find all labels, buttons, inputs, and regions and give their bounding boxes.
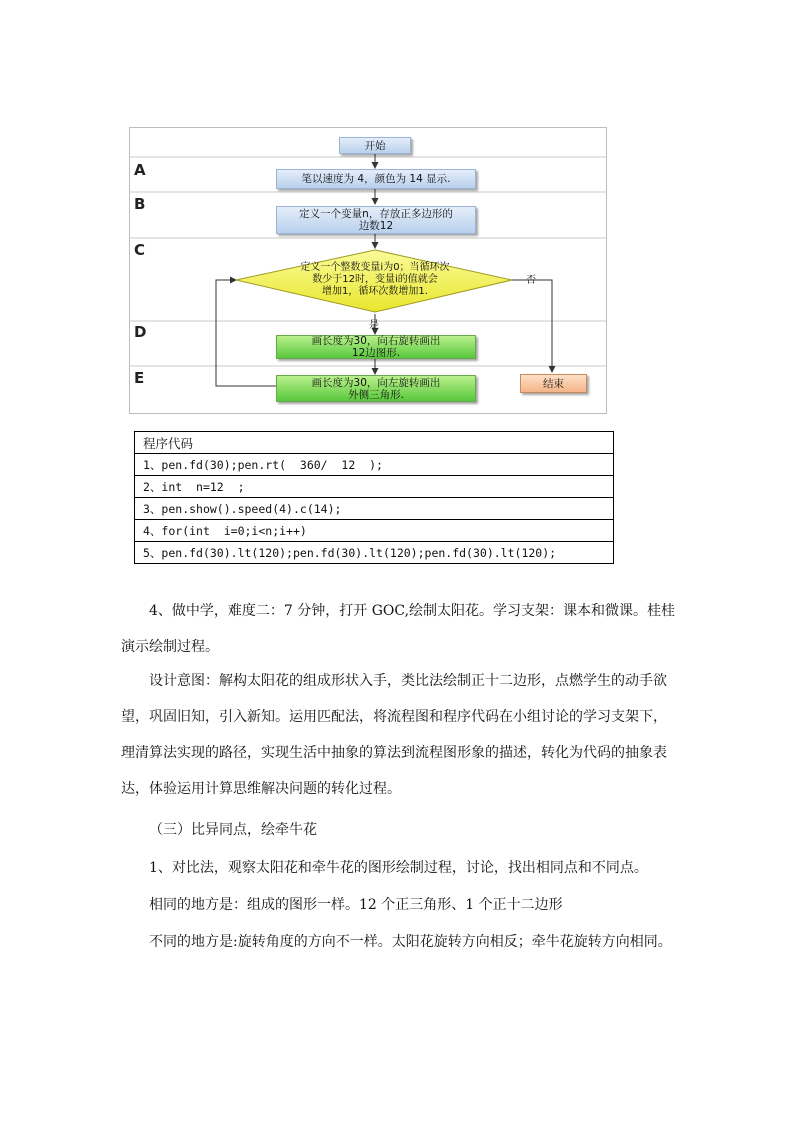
flowchart [129, 127, 607, 414]
start-node: 开始 [339, 137, 411, 154]
lane-label-b: B [134, 195, 146, 213]
no-label: 否 [526, 275, 536, 286]
table-row [135, 542, 614, 564]
step-e-box: 画长度为30，向左旋转画出 外侧三角形. [276, 375, 476, 402]
step-a-box: 笔以速度为 4，颜色为 14 显示. [276, 169, 476, 189]
section-heading: （三）比异同点，绘牵牛花 [149, 822, 317, 838]
yes-label: 是 [369, 320, 379, 331]
code-line-2: 2、int n=12 ; [135, 476, 614, 498]
paragraph-same: 相同的地方是：组成的图形一样。12 个正三角形、1 个正十二边形 [149, 897, 563, 913]
arrow-exit-end [512, 280, 552, 372]
paragraph-compare: 1、对比法，观察太阳花和牵牛花的图形绘制过程，讨论，找出相同点和不同点。 [149, 860, 648, 876]
end-node: 结束 [520, 374, 587, 393]
table-row [135, 454, 614, 476]
arrow-loop-back [216, 280, 276, 386]
paragraph-different: 不同的地方是:旋转角度的方向不一样。太阳花旋转方向相反；牵牛花旋转方向相同。 [149, 934, 672, 950]
table-row [135, 520, 614, 542]
code-line-5: 5、pen.fd(30).lt(120);pen.fd(30).lt(120);pen.fd(30).lt(120); [135, 542, 614, 564]
lane-label-e: E [134, 369, 145, 387]
table-header: 程序代码 [135, 432, 614, 454]
program-code-table [134, 431, 614, 564]
code-line-4: 4、for(int i=0;i<n;i++) [135, 520, 614, 542]
code-line-3: 3、pen.show().speed(4).c(14); [135, 498, 614, 520]
code-line-1: 1、pen.fd(30);pen.rt( 360/ 12 ); [135, 454, 614, 476]
table-row [135, 498, 614, 520]
step-d-box: 画长度为30，向右旋转画出 12边图形. [276, 335, 476, 359]
lane-label-d: D [134, 323, 147, 341]
table-header-row [135, 432, 614, 454]
lane-label-a: A [134, 161, 146, 179]
paragraph-activity: 4、做中学，难度二：7 分钟，打开 GOC,绘制太阳花。学习支架：课本和微课。桂桂演示绘制过程。 [121, 603, 676, 655]
paragraph-design-intent: 设计意图：解构太阳花的组成形状入手，类比法绘制正十二边形，点燃学生的动手欲望，巩固旧知，引入新知。运用匹配法，将流程图和程序代码在小组讨论的学习支架下，理清算法实现的路径，实现生活中抽象的算法到流程图形象的描述，转化为代码的抽象表达，体验运用计算思维解决问题的转化过程。 [121, 673, 667, 797]
table-row [135, 476, 614, 498]
step-b-box: 定义一个变量n，存放正多边形的 边数12 [276, 206, 476, 234]
lane-label-c: C [134, 241, 146, 259]
decision-text: 定义一个整数变量i为0；当循环次 数少于12时，变量i的值就会 增加1，循环次数增加1. [300, 262, 450, 297]
